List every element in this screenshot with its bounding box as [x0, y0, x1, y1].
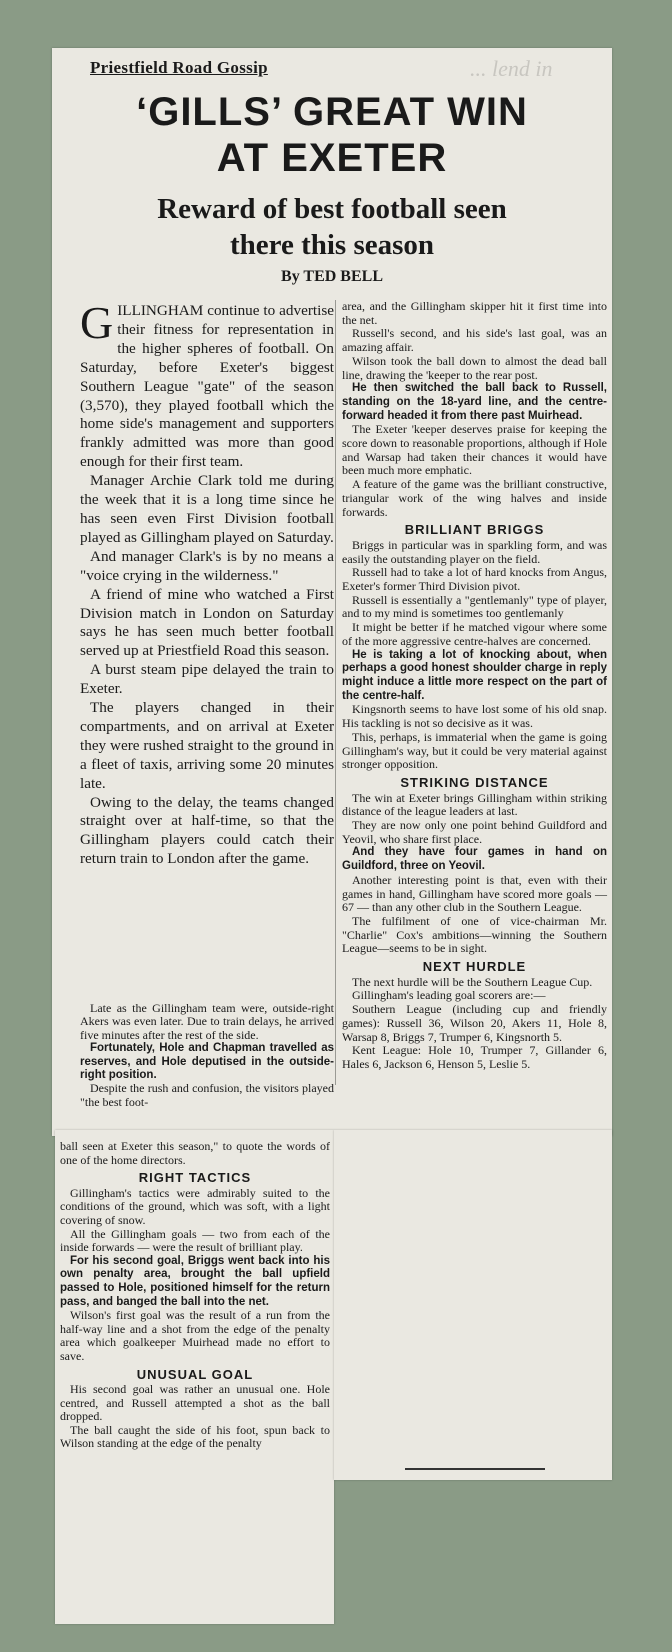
- paragraph: All the Gillingham goals — two from each of the inside forwards — were the result of brilliant play.: [60, 1226, 330, 1255]
- paragraph: The ball caught the side of his foot, spun back to Wilson standing at the edge of the penalty: [60, 1422, 330, 1451]
- paragraph: And manager Clark's is by no means a "voice crying in the wilderness.": [80, 547, 334, 584]
- bold-paragraph: And they have four games in hand on Guildford, three on Yeovil.: [342, 846, 607, 873]
- crosshead-right-tactics: RIGHT TACTICS: [138, 1170, 252, 1186]
- paragraph: The Exeter 'keeper deserves praise for keeping the score down to reasonable proportions, although if Hole and Warsap had taken their chances it would have been much more emphatic.: [342, 422, 607, 478]
- bleed-through-text: ... lend in: [470, 56, 553, 81]
- paragraph: Gillingham's tactics were admirably suited to the conditions of the ground, which was soft, with a light covering of snow.: [60, 1185, 330, 1227]
- paragraph: The fulfilment of one of vice-chairman Mr. "Charlie" Cox's ambitions—winning the Southern League—seems to be in sight.: [342, 913, 607, 956]
- paragraph: A burst steam pipe delayed the train to Exeter.: [80, 661, 334, 698]
- bold-paragraph: He then switched the ball back to Russell, standing on the 18-yard line, and the centre-forward headed it from there past Muirhead.: [342, 382, 607, 422]
- paragraph: Russell's second, and his side's last goal, was an amazing affair.: [342, 326, 607, 355]
- crosshead-brilliant-briggs: BRILLIANT BRIGGS: [404, 522, 545, 538]
- paragraph: ILLINGHAM continue to advertise their fitness for representation in the higher spheres of football. On Saturday, before Exeter's biggest Southern League "gate" of the season (3,570), they played football which the home side's management and supporters frankly admitted was more than good enough for their first team.: [80, 302, 334, 471]
- paragraph: Gillingham's leading goal scorers are:—: [352, 988, 546, 1003]
- paragraph: His second goal was rather an unusual one. Hole centred, and Russell attempted a shot as the ball dropped.: [60, 1382, 330, 1424]
- subhead-line-2: there this season: [229, 229, 435, 261]
- paragraph: They are now only one point behind Guildford and Yeovil, who share first place.: [342, 818, 607, 846]
- paragraph: Owing to the delay, the teams changed straight over at half-time, so that the Gillingham players could catch their return train to London after the game.: [80, 793, 334, 868]
- paragraph: It might be better if he matched vigour where some of the more aggressive centre-halves are concerned.: [342, 620, 607, 648]
- paragraph: Russell had to take a lot of hard knocks from Angus, Exeter's former Third Division pivot.: [342, 565, 607, 594]
- crosshead-next-hurdle: NEXT HURDLE: [422, 959, 527, 975]
- paragraph: The next hurdle will be the Southern League Cup.: [352, 974, 593, 989]
- paragraph: This, perhaps, is immaterial when the game is going Gillingham's way, but it could be very material against stronger opposition.: [342, 729, 607, 772]
- paragraph: Briggs in particular was in sparkling form, and was easily the outstanding player on the field.: [342, 537, 607, 566]
- bold-paragraph: For his second goal, Briggs went back into his own penalty area, brought the ball upfield passed to Hole, positioned himself for the return pass, and banged the ball into the net.: [60, 1254, 330, 1308]
- clipping-continuation-right: [334, 1130, 612, 1480]
- paragraph: The win at Exeter brings Gillingham within striking distance of the league leaders at last.: [342, 790, 607, 819]
- paragraph: Manager Archie Clark told me during the week that it is a long time since he has seen even First Division football played as Gillingham played on Saturday.: [80, 472, 334, 546]
- article-column-2: [342, 300, 607, 1072]
- paragraph: ball seen at Exeter this season," to quote the words of one of the home directors.: [60, 1139, 330, 1167]
- headline-line-2: AT EXETER: [216, 136, 448, 180]
- paragraph: Wilson's first goal was the result of a run from the half-way line and a shot from the edge of the penalty area which goalkeeper Muirhead made no effort to save.: [60, 1308, 330, 1363]
- article-column-1-continued: [60, 1140, 330, 1451]
- article-column-1-small: [80, 1002, 334, 1109]
- bold-paragraph: Fortunately, Hole and Chapman travelled as reserves, and Hole deputised in the outside-right position.: [80, 1042, 334, 1082]
- paragraph: area, and the Gillingham skipper hit it first time into the net.: [342, 299, 607, 327]
- paragraph: A feature of the game was the brilliant constructive, triangular work of the wing halves and inside forwards.: [342, 477, 607, 519]
- paragraph: The players changed in their compartments, and on arrival at Exeter they were rushed straight to the ground in a fleet of taxis, arriving some 20 minutes late.: [80, 699, 334, 792]
- end-rule: [405, 1468, 545, 1470]
- article-column-1: [80, 297, 334, 869]
- column-divider: [335, 300, 336, 1085]
- paragraph: Kingsnorth seems to have lost some of his old snap. His tackling is not so decisive as it was.: [342, 702, 607, 731]
- paragraph: A friend of mine who watched a First Division match in London on Saturday says he has seen much better football served up at Priestfield Road this season.: [80, 585, 334, 660]
- paragraph: Despite the rush and confusion, the visitors played "the best foot-: [80, 1081, 334, 1109]
- bold-paragraph: He is taking a lot of knocking about, when perhaps a good honest shoulder charge in reply might induce a little more respect on the part of the centre-half.: [342, 648, 607, 702]
- headline-line-1: ‘GILLS’ GREAT WIN: [136, 90, 528, 134]
- byline: By TED BELL: [281, 268, 383, 285]
- crosshead-unusual-goal: UNUSUAL GOAL: [136, 1366, 254, 1382]
- drop-cap: G: [80, 297, 114, 348]
- paragraph: Southern League (including cup and friendly games): Russell 36, Wilson 20, Akers 11, Hole 8, Warsap 8, Briggs 7, Trumper 6, Kingsnorth 5.: [342, 1002, 607, 1044]
- paragraph: Kent League: Hole 10, Trumper 7, Gillander 6, Hales 6, Jackson 6, Henson 5, Leslie 5.: [342, 1043, 607, 1071]
- paragraph: Late as the Gillingham team were, outside-right Akers was even later. Due to train delays, he arrived five minutes after the rest of the side.: [80, 1001, 334, 1042]
- subhead-line-1: Reward of best football seen: [157, 193, 507, 225]
- paragraph: Wilson took the ball down to almost the dead ball line, drawing the 'keeper to the rear post.: [342, 353, 607, 382]
- paragraph: Russell is essentially a "gentlemanly" type of player, and to my mind is sometimes too gentlemanly: [342, 592, 607, 621]
- column-kicker: Priestfield Road Gossip: [90, 58, 268, 77]
- paragraph: Another interesting point is that, even with their games in hand, Gillingham have scored more goals — 67 — than any other club in the Southern League.: [342, 872, 607, 915]
- crosshead-striking-distance: STRIKING DISTANCE: [400, 774, 549, 790]
